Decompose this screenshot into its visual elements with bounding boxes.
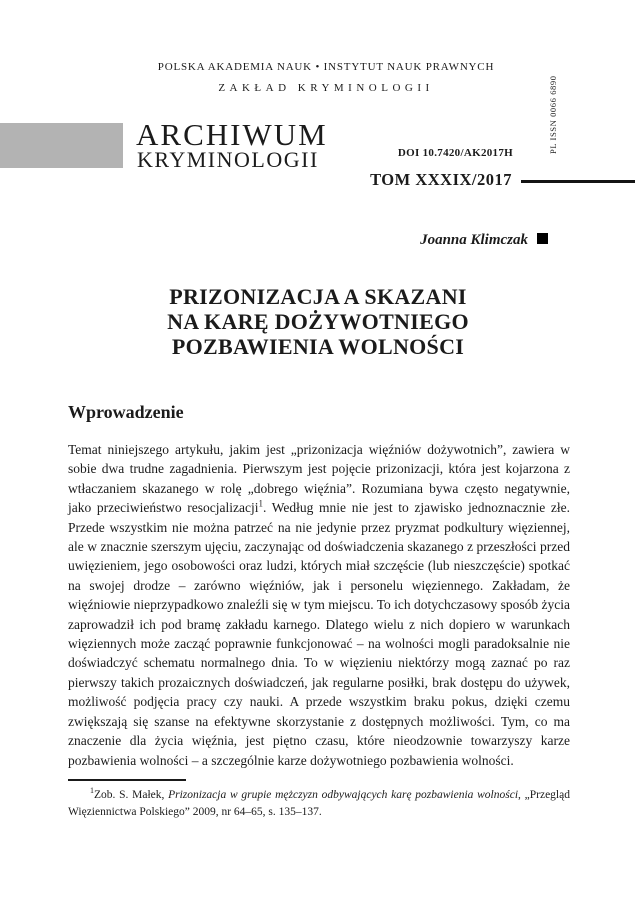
main-text-column xyxy=(68,402,570,822)
volume-rule xyxy=(521,180,635,183)
journal-title-line1: ARCHIWUM xyxy=(136,117,328,152)
article-title-line1: PRIZONIZACJA A SKAZANI xyxy=(169,284,467,309)
masthead-gray-block xyxy=(0,123,123,168)
article-title-line2: NA KARĘ DOŻYWOTNIEGO xyxy=(167,309,469,334)
footnote-text-before-title: Zob. S. Małek, xyxy=(94,788,169,801)
footnote-reference-marker: 1 xyxy=(258,498,263,509)
article-title-line3: POZBAWIENIA WOLNOŚCI xyxy=(171,334,465,359)
issn-vertical-label: PL ISSN 0066 6890 xyxy=(548,75,558,154)
volume-label: TOM XXXIX/2017 xyxy=(370,170,512,189)
footnote-separator-rule xyxy=(68,779,186,781)
department-line: ZAKŁAD KRYMINOLOGII xyxy=(218,82,434,94)
footnote-number: 1 xyxy=(90,786,94,796)
doi-label: DOI 10.7420/AK2017H xyxy=(397,147,513,159)
paragraph-text-after-ref: . Według mnie nie jest to zjawisko jednoznacznie złe. Przede wszystkim nie można patrzeć na nie jedynie przez pryzmat podkultury więziennej, ale w znacznie szerszym ujęciu, zaczynając od doświadczenia skazanego z przeszłości przed uwięzieniem, jego osobowości oraz ludzi, których miał szczęście (lub nieszczęście) spotkać na swojej drodze – zarówno więźniów, jak i personelu więziennego. Zakładam, że więźniowie nieprzypadkowo znaleźli się w tym miejscu. To ich dotychczasowy sposób życia zaprowadził ich pod bramę zakładu karnego. Dlatego wielu z nich dopiero w warunkach więziennych może zacząć poprawnie funkcjonować – na wolności mogli paradoksalnie nie doświadczyć schematu normalnego dnia. To w więzieniu niektórzy mogą zaznać po raz pierwszy takich prozaicznych doświadczeń, jak regularne posiłki, brak dostępu do używek, możliwość podjęcia pracy czy nauki. A przede wszystkim braku pokus, dzięki czemu zwiększają się szanse na efektywne skorzystanie z dostępnych możliwości. Tym, co ma znaczenie dla życia więźnia, jest piętno czasu, które nieodzownie towarzyszy karze pozbawienia wolności – a szczególnie karze dożywotniego pozbawienia wolności. xyxy=(68,500,570,768)
footnote xyxy=(68,787,570,822)
author-line xyxy=(68,232,548,249)
section-heading: Wprowadzenie xyxy=(68,402,184,422)
publisher-line: POLSKA AKADEMIA NAUK • INSTYTUT NAUK PRAWNYCH xyxy=(157,61,495,73)
body-paragraph xyxy=(68,440,570,770)
paragraph-text-before-ref: Temat niniejszego artykułu, jakim jest „prizonizacja więźniów dożywotnich”, zawiera w sobie dwa trudne zagadnienia. Pierwszym jest pojęcie prizonizacji, która jest kojarzona z wtłaczaniem skazanego w rolę „dobrego więźnia”. Rozumiana bywa często negatywnie, jako przeciwieństwo resocjalizacji xyxy=(68,442,570,516)
article-title xyxy=(4,284,632,359)
author-name: Joanna Klimczak xyxy=(420,232,528,248)
footnote-cited-title: Prizonizacja w grupie mężczyzn odbywających karę pozbawienia wolności xyxy=(168,788,519,801)
journal-title-line2: KRYMINOLOGII xyxy=(137,147,319,172)
footnote-text-after-title: , „Przegląd Więziennictwa Polskiego” 2009, nr 64–65, s. 135–137. xyxy=(68,788,570,819)
author-marker-square-icon xyxy=(537,233,548,244)
